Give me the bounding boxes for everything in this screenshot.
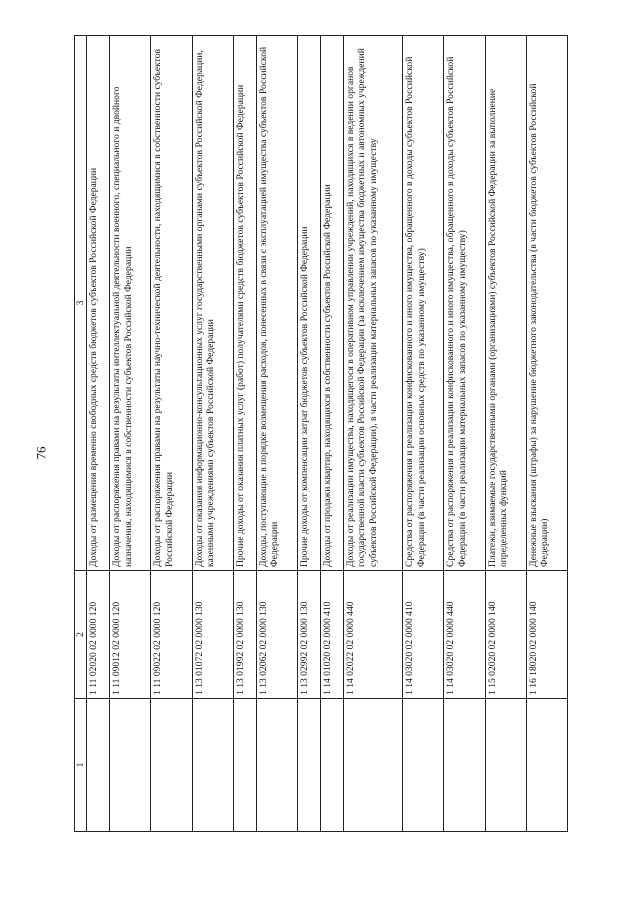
income-name-cell: Денежные взыскания (штрафы) за нарушение бюджетного законодательства (в части бюджетов субъектов Российской Федерации): [526, 36, 567, 571]
table-row: [256, 36, 297, 832]
table-row: [444, 36, 485, 832]
kbk-code-cell: 1 13 02062 02 0000 130: [256, 571, 297, 699]
admin-code-cell: [526, 699, 567, 832]
table-row: [297, 36, 320, 832]
income-name-cell: Прочие доходы от оказания платных услуг (работ) получателями средств бюджетов субъектов Российской Федерации: [233, 36, 256, 571]
income-name-cell: Средства от распоряжения и реализации конфискованного и иного имущества, обращенного в доходы субъектов Российской Федерации (в части реализации материальных запасов по указанному имуществу): [444, 36, 485, 571]
admin-code-cell: [320, 699, 343, 832]
kbk-code-cell: 1 11 09012 02 0000 120: [110, 571, 151, 699]
kbk-code-cell: 1 14 03020 02 0000 410: [403, 571, 444, 699]
table-row: [403, 36, 444, 832]
income-name-cell: Доходы, поступающие в порядке возмещения расходов, понесенных в связи с эксплуатацией имущества субъектов Российской Федерации: [256, 36, 297, 571]
admin-code-cell: [110, 699, 151, 832]
admin-code-cell: [444, 699, 485, 832]
kbk-code-cell: 1 14 03020 02 0000 440: [444, 571, 485, 699]
income-name-cell: Доходы от распоряжения правами на результаты интеллектуальной деятельности военного, специального и двойного назначения, находящимися в собственности субъектов Российской Федерации: [110, 36, 151, 571]
admin-code-cell: [297, 699, 320, 832]
table-row: [110, 36, 151, 832]
admin-code-cell: [485, 699, 526, 832]
admin-code-cell: [403, 699, 444, 832]
admin-code-cell: [343, 699, 402, 832]
income-name-cell: Доходы от продажи квартир, находящихся в собственности субъектов Российской Федерации: [320, 36, 343, 571]
kbk-code-cell: 1 11 09022 02 0000 120: [151, 571, 192, 699]
header-col-1: 1: [75, 699, 87, 832]
table-row: [87, 36, 110, 832]
kbk-code-cell: 1 14 02022 02 0000 440: [343, 571, 402, 699]
kbk-code-cell: 1 13 01992 02 0000 130: [233, 571, 256, 699]
table-row: [233, 36, 256, 832]
table-row: [320, 36, 343, 832]
admin-code-cell: [87, 699, 110, 832]
rotated-table-container: [74, 36, 568, 832]
income-name-cell: Доходы от оказания информационно-консультационных услуг государственными органами субъектов Российской Федерации, казенными учреждениями субъектов Российской Федерации: [192, 36, 233, 571]
income-name-cell: Доходы от размещения временно свободных средств бюджетов субъектов Российской Федерации: [87, 36, 110, 571]
table-row: [526, 36, 567, 832]
admin-code-cell: [256, 699, 297, 832]
header-col-3: 3: [75, 36, 87, 571]
income-name-cell: Платежи, взимаемые государственными органами (организациями) субъектов Российской Федерации за выполнение определенных функций: [485, 36, 526, 571]
table-row: [151, 36, 192, 832]
table-body: [87, 36, 568, 832]
admin-code-cell: [151, 699, 192, 832]
income-codes-table: [74, 35, 568, 832]
header-col-2: 2: [75, 571, 87, 699]
table-row: [343, 36, 402, 832]
table-header-row: [75, 36, 87, 832]
kbk-code-cell: 1 13 02992 02 0000 130: [297, 571, 320, 699]
kbk-code-cell: 1 15 02020 02 0000 140: [485, 571, 526, 699]
table-row: [192, 36, 233, 832]
kbk-code-cell: 1 14 01020 02 0000 410: [320, 571, 343, 699]
income-name-cell: Доходы от распоряжения правами на результаты научно-технической деятельности, находящимися в собственности субъектов Российской Федерации: [151, 36, 192, 571]
income-name-cell: Средства от распоряжения и реализации конфискованного и иного имущества, обращенного в доходы субъектов Российской Федерации (в части реализации основных средств по указанному имуществу): [403, 36, 444, 571]
income-name-cell: Прочие доходы от компенсации затрат бюджетов субъектов Российской Федерации: [297, 36, 320, 571]
kbk-code-cell: 1 13 01072 02 0000 130: [192, 571, 233, 699]
income-name-cell: Доходы от реализации имущества, находящегося в оперативном управлении учреждений, находящихся в ведении органов государственной власти субъектов Российской Федерации (за исключением имущества бюджетных и автономных учреждений субъектов Российской Федерации), в части реализации материальных запасов по указанному имуществу: [343, 36, 402, 571]
kbk-code-cell: 1 11 02020 02 0000 120: [87, 571, 110, 699]
kbk-code-cell: 1 16 18020 02 0000 140: [526, 571, 567, 699]
admin-code-cell: [233, 699, 256, 832]
table-row: [485, 36, 526, 832]
admin-code-cell: [192, 699, 233, 832]
page-number: 76: [33, 446, 49, 460]
